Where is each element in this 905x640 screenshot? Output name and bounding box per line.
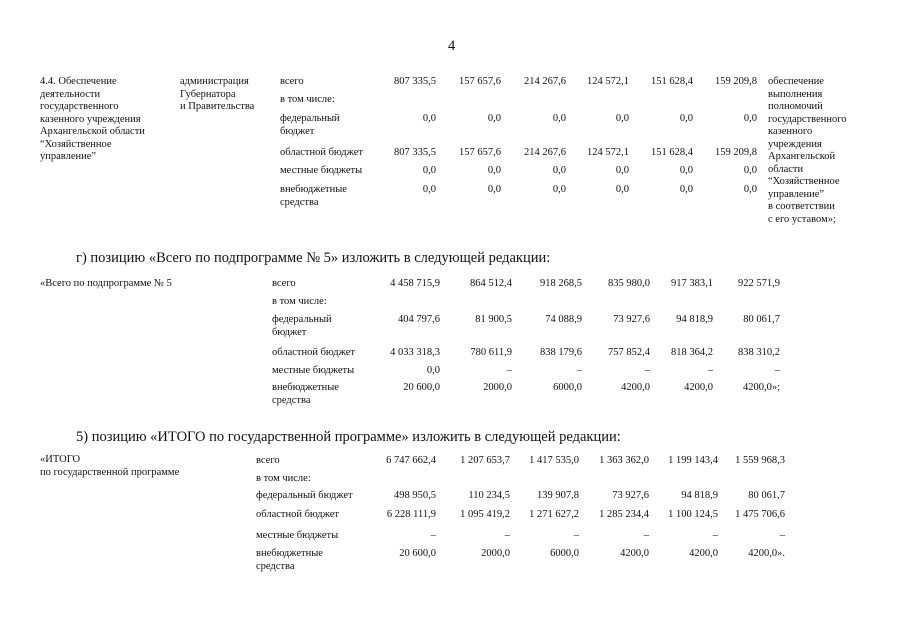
value-cell: 81 900,5 [475, 314, 512, 325]
value-cell: 838 179,6 [540, 347, 582, 358]
section-44-name: 4.4. Обеспечение деятельности государственного казенного учреждения Архангельской области “Хозяйственное управление” [40, 76, 145, 162]
value-cell: 124 572,1 [587, 147, 629, 158]
row-label: областной бюджет [256, 509, 339, 520]
value-cell: 1 207 653,7 [460, 455, 510, 466]
value-cell: 1 285 234,4 [599, 509, 649, 520]
value-cell: 807 335,5 [394, 76, 436, 87]
value-cell: 4200,0 [620, 548, 649, 559]
value-cell: 2000,0 [483, 382, 512, 393]
heading-5: 5) позицию «ИТОГО по государственной программе» изложить в следующей редакции: [76, 429, 621, 445]
value-cell: 835 980,0 [608, 278, 650, 289]
value-cell: 4200,0 [621, 382, 650, 393]
row-label: внебюджетные средства [256, 548, 323, 572]
value-cell: 807 335,5 [394, 147, 436, 158]
page-number: 4 [448, 38, 456, 54]
value-cell: 74 088,9 [545, 314, 582, 325]
row-label: в том числе: [280, 94, 335, 105]
value-cell: 157 657,6 [459, 147, 501, 158]
value-cell: 0,0 [487, 184, 501, 195]
row-label: в том числе: [256, 473, 311, 484]
value-cell: – [430, 530, 436, 541]
value-cell: 0,0 [679, 113, 693, 124]
row-label: местные бюджеты [256, 530, 339, 541]
value-cell: 1 100 124,5 [668, 509, 718, 520]
value-cell: 214 267,6 [524, 147, 566, 158]
value-cell: 918 268,5 [540, 278, 582, 289]
row-label: федеральный бюджет [272, 314, 332, 338]
value-cell: 0,0 [487, 165, 501, 176]
value-cell: 1 199 143,4 [668, 455, 718, 466]
value-cell: 1 363 362,0 [599, 455, 649, 466]
value-cell: 2000,0 [481, 548, 510, 559]
value-cell: 94 818,9 [681, 490, 718, 501]
value-cell: 80 061,7 [743, 314, 780, 325]
value-cell: – [576, 365, 582, 376]
row-label: в том числе: [272, 296, 327, 307]
value-cell: 6 228 111,9 [386, 509, 436, 520]
value-cell: 94 818,9 [676, 314, 713, 325]
row-label: всего [272, 278, 296, 289]
value-cell: 0,0 [615, 113, 629, 124]
value-cell: – [774, 365, 780, 376]
value-cell: 0,0 [422, 113, 436, 124]
value-cell: 0,0 [422, 165, 436, 176]
row-label: федеральный бюджет [280, 113, 340, 137]
value-cell: – [643, 530, 649, 541]
value-cell: 157 657,6 [459, 76, 501, 87]
value-cell: 1 417 535,0 [529, 455, 579, 466]
value-cell: 20 600,0 [403, 382, 440, 393]
value-cell: 780 611,9 [470, 347, 512, 358]
row-label: местные бюджеты [280, 165, 363, 176]
value-cell: 110 234,5 [468, 490, 510, 501]
value-cell: 0,0 [552, 113, 566, 124]
value-cell: – [712, 530, 718, 541]
value-cell: – [644, 365, 650, 376]
value-cell: 151 628,4 [651, 147, 693, 158]
value-cell: 757 852,4 [608, 347, 650, 358]
value-cell: 818 364,2 [671, 347, 713, 358]
row-label: внебюджетные средства [272, 382, 339, 406]
value-cell: 0,0 [552, 184, 566, 195]
row-label: областной бюджет [280, 147, 363, 158]
row-label: всего [256, 455, 280, 466]
value-cell: 922 571,9 [738, 278, 780, 289]
row-label: местные бюджеты [272, 365, 355, 376]
value-cell: 498 950,5 [394, 490, 436, 501]
value-cell: 4200,0». [748, 548, 785, 559]
value-cell: – [506, 365, 512, 376]
value-cell: 0,0 [426, 365, 440, 376]
value-cell: 404 797,6 [398, 314, 440, 325]
value-cell: 0,0 [743, 165, 757, 176]
value-cell: 0,0 [615, 165, 629, 176]
value-cell: 139 907,8 [537, 490, 579, 501]
value-cell: – [504, 530, 510, 541]
value-cell: 4200,0 [689, 548, 718, 559]
value-cell: 0,0 [615, 184, 629, 195]
value-cell: 0,0 [743, 184, 757, 195]
value-cell: 0,0 [743, 113, 757, 124]
value-cell: 159 209,8 [715, 76, 757, 87]
value-cell: 6000,0 [553, 382, 582, 393]
value-cell: 124 572,1 [587, 76, 629, 87]
value-cell: 1 559 968,3 [735, 455, 785, 466]
section-44-executor: администрация Губернатора и Правительства [180, 76, 255, 112]
value-cell: 0,0 [679, 184, 693, 195]
value-cell: 0,0 [487, 113, 501, 124]
value-cell: 80 061,7 [748, 490, 785, 501]
value-cell: 1 095 419,2 [460, 509, 510, 520]
value-cell: 0,0 [552, 165, 566, 176]
section-44-result: обеспечение выполнения полномочий государственного казенного учреждения Архангельской области “Хозяйственное управление” в соответствии с его уставом»; [768, 76, 847, 225]
row-label: внебюджетные средства [280, 184, 347, 208]
value-cell: 1 271 627,2 [529, 509, 579, 520]
value-cell: 151 628,4 [651, 76, 693, 87]
value-cell: 4200,0»; [742, 382, 780, 393]
value-cell: 864 512,4 [470, 278, 512, 289]
value-cell: – [573, 530, 579, 541]
value-cell: 0,0 [679, 165, 693, 176]
block-g-title: «Всего по подпрограмме № 5 [40, 278, 172, 289]
value-cell: 20 600,0 [399, 548, 436, 559]
row-label: федеральный бюджет [256, 490, 353, 501]
row-label: всего [280, 76, 304, 87]
value-cell: – [779, 530, 785, 541]
value-cell: 159 209,8 [715, 147, 757, 158]
value-cell: 214 267,6 [524, 76, 566, 87]
row-label: областной бюджет [272, 347, 355, 358]
block-5-title: «ИТОГО по государственной программе [40, 454, 180, 478]
value-cell: 838 310,2 [738, 347, 780, 358]
value-cell: 6000,0 [550, 548, 579, 559]
value-cell: 73 927,6 [613, 314, 650, 325]
value-cell: 0,0 [422, 184, 436, 195]
value-cell: 73 927,6 [612, 490, 649, 501]
heading-g: г) позицию «Всего по подпрограмме № 5» изложить в следующей редакции: [76, 250, 551, 266]
value-cell: 917 383,1 [671, 278, 713, 289]
value-cell: 4200,0 [684, 382, 713, 393]
value-cell: – [707, 365, 713, 376]
value-cell: 6 747 662,4 [386, 455, 436, 466]
value-cell: 4 033 318,3 [390, 347, 440, 358]
value-cell: 1 475 706,6 [735, 509, 785, 520]
value-cell: 4 458 715,9 [390, 278, 440, 289]
